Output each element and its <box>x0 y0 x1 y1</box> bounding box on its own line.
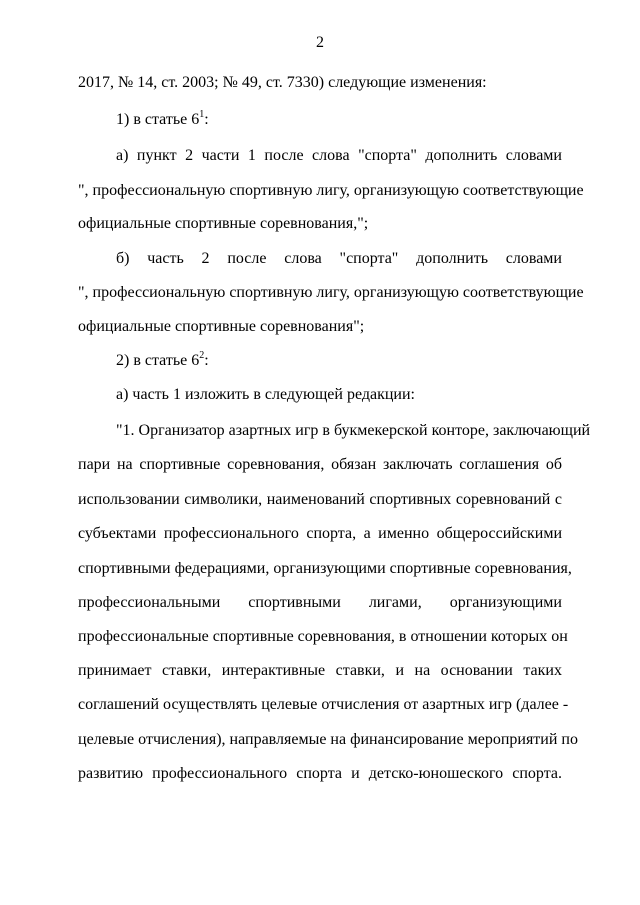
text-line: спортивными федерациями, организующими спортивные соревнования, <box>78 560 572 577</box>
text-line: использовании символики, наименований спортивных соревнований с <box>78 491 562 508</box>
text-line: принимает ставки, интерактивные ставки, и на основании таких <box>78 662 562 679</box>
text-line: профессиональными спортивными лигами, организующими <box>78 594 562 611</box>
text-line: официальные спортивные соревнования"; <box>78 318 365 335</box>
text-line: пари на спортивные соревнования, обязан заключать соглашения об <box>78 456 562 473</box>
text-line: "1. Организатор азартных игр в букмекерской конторе, заключающий <box>116 422 591 439</box>
text-line: б) часть 2 после слова "спорта" дополнить словами <box>116 250 562 267</box>
superscript: 1 <box>199 109 205 120</box>
text-line: а) пункт 2 части 1 после слова "спорта" дополнить словами <box>116 147 562 164</box>
text-line: официальные спортивные соревнования,"; <box>78 215 369 232</box>
text-line: целевые отчисления), направляемые на финансирование мероприятий по <box>78 731 578 748</box>
text-line: субъектами профессионального спорта, а именно общероссийскими <box>78 525 562 542</box>
text-line: ", профессиональную спортивную лигу, организующую соответствующие <box>78 284 584 301</box>
text-line: а) часть 1 изложить в следующей редакции: <box>116 386 415 403</box>
page-number: 2 <box>316 34 324 51</box>
text-line: 2017, № 14, ст. 2003; № 49, ст. 7330) следующие изменения: <box>78 74 487 91</box>
text-line: ", профессиональную спортивную лигу, организующую соответствующие <box>78 182 584 199</box>
superscript: 2 <box>199 350 205 361</box>
text-line: соглашений осуществлять целевые отчисления от азартных игр (далее - <box>78 696 569 713</box>
item-article-6-2: 2) в статье $6^2$: <box>116 350 209 369</box>
text-line: развитию профессионального спорта и детско-юношеского спорта. <box>78 765 562 782</box>
item-article-6-1: 1) в статье $6^1$: <box>116 109 209 128</box>
text-line: профессиональные спортивные соревнования, в отношении которых он <box>78 628 568 645</box>
